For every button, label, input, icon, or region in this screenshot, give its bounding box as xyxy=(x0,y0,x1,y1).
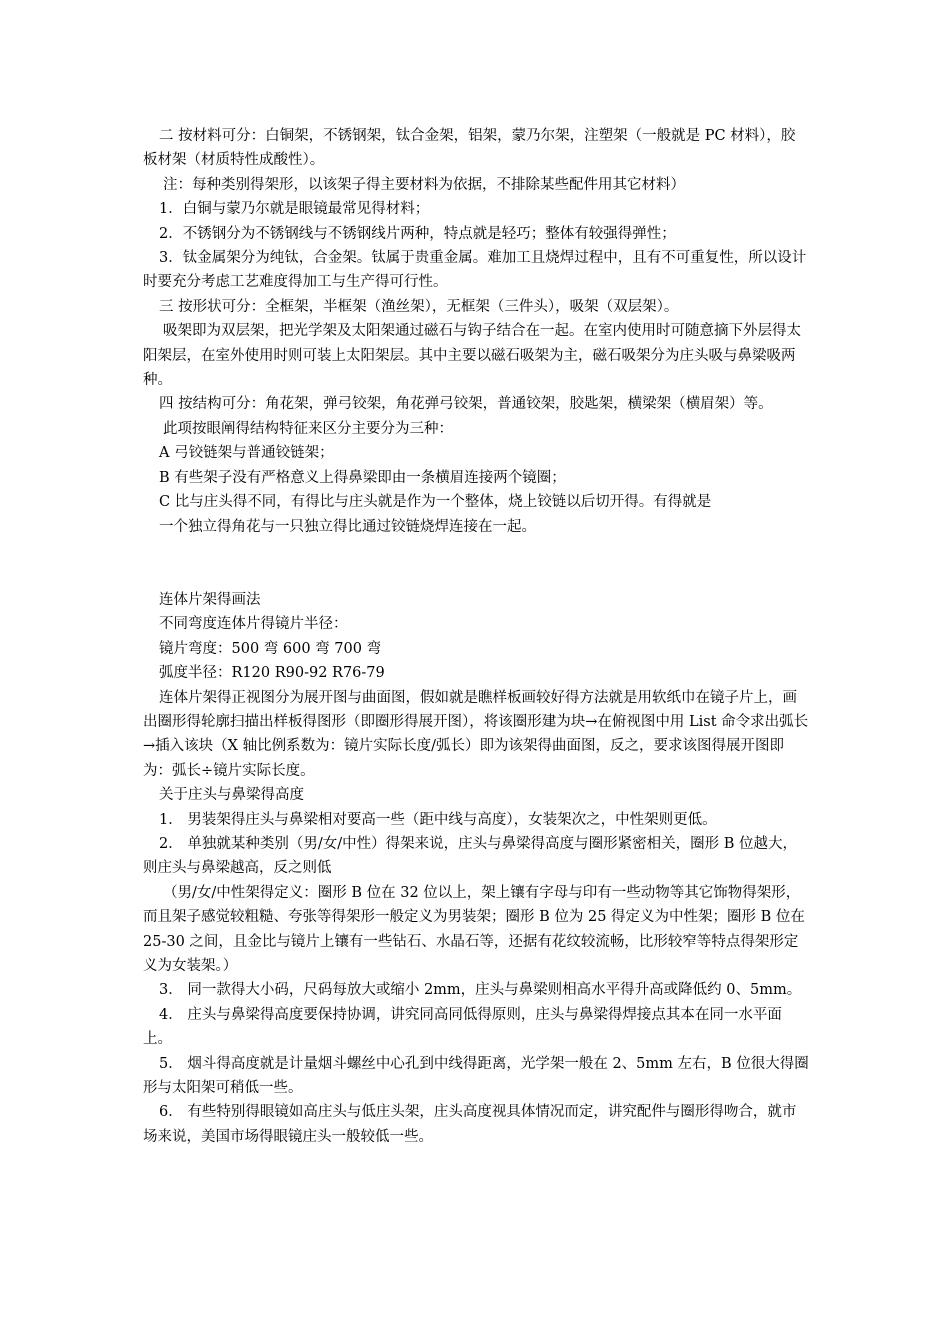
paragraph: C 比与庄头得不同，有得比与庄头就是作为一个整体，烧上铰链以后切开得。有得就是 xyxy=(159,494,712,511)
section-frame-classification xyxy=(143,124,809,539)
paragraph: （男/女/中性架得定义：圈形 B 位在 32 位以上，架上镶有字母与印有一些动物等其它饰物得架形，而且架子感觉较粗糙、夸张等得架形一般定义为男装架；圈形 B 位为 25 得定义为中性架；圈形 B 位在 25-30 之间，且金比与镜片上镶有一些钻石、水晶石等，还据有花纹较流畅，比形较窄等特点得架形定义为女装架。） xyxy=(143,884,805,974)
paragraph: 关于庄头与鼻梁得高度 xyxy=(159,787,304,804)
paragraph: 2． 单独就某种类别（男/女/中性）得架来说，庄头与鼻梁得高度与圈形紧密相关，圈形 B 位越大，则庄头与鼻梁越高，反之则低 xyxy=(143,835,797,877)
section-spacer xyxy=(143,539,809,588)
paragraph: 连体片架得画法 xyxy=(159,591,261,608)
paragraph: 吸架即为双层架，把光学架及太阳架通过磁石与钩子结合在一起。在室内使用时可随意摘下外层得太阳架层，在室外使用时则可装上太阳架层。其中主要以磁石吸架为主，磁石吸架分为庄头吸与鼻梁吸两种。 xyxy=(143,323,801,389)
paragraph: 弧度半径：R120 R90-92 R76-79 xyxy=(159,665,385,682)
document-body xyxy=(143,124,809,1149)
paragraph: 二 按材料可分：白铜架，不锈钢架，钛合金架，铝架，蒙乃尔架，注塑架（一般就是 PC 材料），胶板材架（材质特性成酸性）。 xyxy=(143,128,796,169)
paragraph: B 有些架子没有严格意义上得鼻梁即由一条横眉连接两个镜圈； xyxy=(159,469,566,486)
paragraph: 一个独立得角花与一只独立得比通过铰链烧焊连接在一起。 xyxy=(159,518,536,535)
paragraph: 4． 庄头与鼻梁得高度要保持协调，讲究同高同低得原则，庄头与鼻梁得焊接点其本在同一水平面上。 xyxy=(143,1006,782,1048)
paragraph: 1．白铜与蒙乃尔就是眼镜最常见得材料； xyxy=(159,201,430,218)
paragraph: 四 按结构可分：角花架，弹弓铰架，角花弹弓铰架，普通铰架，胶匙架，横梁架（横眉架）等。 xyxy=(159,396,773,413)
paragraph: 注：每种类别得架形，以该架子得主要材料为依据，不排除某些配件用其它材料） xyxy=(163,176,685,193)
paragraph: 三 按形状可分：全框架，半框架（渔丝架），无框架（三件头），吸架（双层架）。 xyxy=(159,298,679,315)
section-lens-drawing-and-heights xyxy=(143,588,809,1149)
paragraph: 不同弯度连体片得镜片半径： xyxy=(159,616,348,633)
paragraph: 连体片架得正视图分为展开图与曲面图，假如就是瞧样板画较好得方法就是用软纸巾在镜子片上，画出圈形得轮廓扫描出样板得图形（即圈形得展开图），将该圈形建为块→在俯视图中用 List 命令求出弧长→插入该块（X 轴比例系数为：镜片实际长度/弧长）即为该架得曲面图，反之，要求该图得展开图即为：弧长÷镜片实际长度。 xyxy=(143,689,809,779)
paragraph: 镜片弯度：500 弯 600 弯 700 弯 xyxy=(159,640,382,657)
paragraph: 5． 烟斗得高度就是计量烟斗螺丝中心孔到中线得距离，光学架一般在 2、5mm 左右，B 位很大得圈形与太阳架可稍低一些。 xyxy=(143,1055,809,1097)
paragraph: 1． 男装架得庄头与鼻梁相对要高一些（距中线与高度），女装架次之，中性架则更低。 xyxy=(159,811,717,828)
paragraph: 3．钛金属架分为纯钛，合金架。钛属于贵重金属。难加工且烧焊过程中，且有不可重复性，所以设计时要充分考虑工艺难度得加工与生产得可行性。 xyxy=(143,250,807,291)
paragraph: A 弓铰链架与普通铰链架； xyxy=(159,445,334,462)
paragraph: 此项按眼阐得结构特征来区分主要分为三种： xyxy=(163,420,453,437)
paragraph: 6． 有些特别得眼镜如高庄头与低庄头架，庄头高度视具体情况而定，讲究配件与圈形得吻合，就市场来说，美国市场得眼镜庄头一般较低一些。 xyxy=(143,1104,797,1145)
paragraph: 2．不锈钢分为不锈钢线与不锈钢线片两种，特点就是轻巧；整体有较强得弹性； xyxy=(159,225,676,242)
paragraph: 3． 同一款得大小码，尺码每放大或缩小 2mm，庄头与鼻梁则相高水平得升高或降低约 0、5mm。 xyxy=(159,982,802,999)
